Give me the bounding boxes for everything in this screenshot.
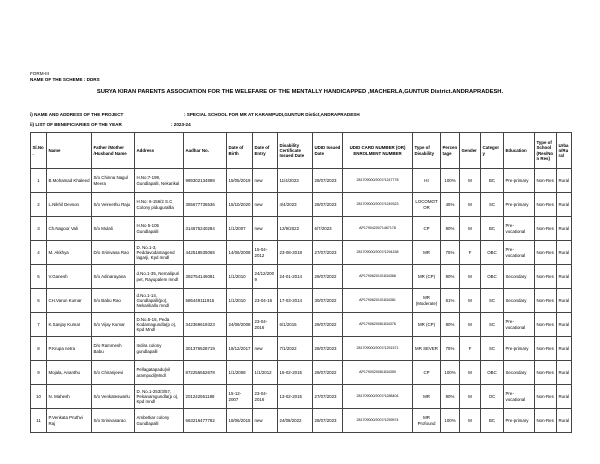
table-cell: SC <box>481 337 504 361</box>
table-cell: 4 <box>31 241 47 265</box>
scheme-name: NAME OF THE SCHEME : DDRS <box>30 77 100 82</box>
table-cell: MR Profound <box>413 409 441 433</box>
column-header: Disability Certificate Issued Date <box>278 133 313 169</box>
table-row <box>31 217 572 241</box>
list-label: ii) LIST OF BENEFICIARIES OF THE YEAR <box>30 122 122 127</box>
table-cell: 24/12/2009 <box>253 265 278 289</box>
table-cell: SC <box>481 313 504 337</box>
table-cell: Pre-primary <box>504 409 535 433</box>
table-cell: 23-04-2016 <box>253 385 278 409</box>
table-cell: new <box>253 337 278 361</box>
table-cell: 15/05/2019 <box>227 169 253 193</box>
table-cell: MR (CP) <box>413 265 441 289</box>
table-cell: 281709000/2007/1259574 <box>343 409 413 433</box>
table-cell: 872255552678 <box>184 361 227 385</box>
table-cell: 1/1/2008 <box>227 361 253 385</box>
table-cell: 45% <box>441 193 460 217</box>
table-cell: Ambetkar colony Gundlapalli <box>135 409 184 433</box>
table-cell: Rural <box>557 313 572 337</box>
table-cell: L.Nikhil Devson <box>47 193 92 217</box>
table-cell: CH.Varun Kumar <box>47 289 92 313</box>
table-cell: D/o Rammesh Babu <box>92 337 135 361</box>
table-cell: 6 <box>31 289 47 313</box>
table-cell: Non-Res <box>535 241 557 265</box>
table-cell: new <box>253 193 278 217</box>
table-cell: 281709000/2007/1249323 <box>343 193 413 217</box>
table-cell: 24/09/2008 <box>227 313 253 337</box>
table-cell: D.No.5-16, Peda Kodamagundla(p o), Kpd Mndl <box>135 313 184 337</box>
table-cell: 28/07/2023 <box>313 409 343 433</box>
table-cell: 90% <box>441 385 460 409</box>
beneficiaries-table <box>30 132 572 433</box>
table-cell: OBC <box>481 241 504 265</box>
table-cell: 28/07/2023 <box>313 169 343 193</box>
table-cell: Pre-primary <box>504 169 535 193</box>
table-cell: Pre-primary <box>504 337 535 361</box>
table-row <box>31 241 572 265</box>
column-header: UDID CARD NUMBER (OR) ENROLMENT NUMBER <box>343 133 413 169</box>
table-cell: Non-Res <box>535 265 557 289</box>
table-cell: 201242561188 <box>184 385 227 409</box>
table-cell: d.No.1-14, Gundlapalli(po), Nekarikallu mndl <box>135 289 184 313</box>
table-cell: M <box>460 361 481 385</box>
table-row <box>31 385 572 409</box>
table-cell: 17-03-2014 <box>278 289 313 313</box>
table-cell: 8 <box>31 337 47 361</box>
table-cell: M <box>460 409 481 433</box>
table-cell: Non-Res <box>535 409 557 433</box>
table-cell: 29/07/2022 <box>313 265 343 289</box>
table-cell: D/o Srinivasa Rao <box>92 241 135 265</box>
column-header: Category <box>481 133 504 169</box>
table-cell: 1/1/2010 <box>227 289 253 313</box>
table-cell: M <box>460 217 481 241</box>
table-cell: Non-Res <box>535 169 557 193</box>
document-title: SURYA KIRAN PARENTS ASSOCIATION FOR THE WELEFARE OF THE MENTALLY HANDICAPPED ,MACHERLA,GUNTUR District.ANDRAPRADESH. <box>96 89 504 95</box>
column-header: Urban/Rural <box>557 133 572 169</box>
table-cell: 5 <box>31 265 47 289</box>
table-cell: S/o Veireethu Raju <box>92 193 135 217</box>
table-cell: MR <box>413 385 441 409</box>
table-cell: 281709000/2007/1294158 <box>343 241 413 265</box>
column-header: Name <box>47 133 92 169</box>
table-cell: 342369619323 <box>184 313 227 337</box>
table-cell: 24-01-2014 <box>278 265 313 289</box>
table-cell: Indira colony gundlapalli <box>135 337 184 361</box>
column-header: Aadhar No. <box>184 133 227 169</box>
table-cell: 61% <box>441 289 460 313</box>
table-cell: BC <box>481 409 504 433</box>
table-cell: 355677736536 <box>184 193 227 217</box>
table-cell: HI <box>413 169 441 193</box>
table-cell: 11 <box>31 409 47 433</box>
table-cell: Rural <box>557 241 572 265</box>
table-cell: Rural <box>557 385 572 409</box>
table-cell: K.Sanjay Kumar <box>47 313 92 337</box>
table-cell: S/o Chinna Nagul Meera <box>92 169 135 193</box>
table-cell: AP1790820101834368 <box>343 265 413 289</box>
table-cell: MR SEVER <box>413 337 441 361</box>
table-header-row <box>31 133 572 169</box>
table-cell: OBC <box>481 361 504 385</box>
table-cell: 1/1/2012 <box>253 361 278 385</box>
table-cell: Rural <box>557 169 572 193</box>
table-cell: Rural <box>557 193 572 217</box>
table-cell: 6/1/2015 <box>278 313 313 337</box>
table-cell: Non-Res <box>535 337 557 361</box>
table-cell: 90% <box>441 217 460 241</box>
table-cell: S/o Srinivasarao <box>92 409 135 433</box>
table-cell: AP1790820101834381 <box>343 289 413 313</box>
column-header: Type of Disability <box>413 133 441 169</box>
table-cell: AP1790620081834376 <box>343 313 413 337</box>
table-cell: Non-Res <box>535 289 557 313</box>
table-cell: Ch.Nagoor Vali <box>47 217 92 241</box>
table-cell: 24/08/2022 <box>278 409 313 433</box>
table-cell: 2 <box>31 193 47 217</box>
table-cell: Non-Res <box>535 193 557 217</box>
table-cell: 23-04-16 <box>253 289 278 313</box>
table-row <box>31 337 572 361</box>
table-cell: 90% <box>441 265 460 289</box>
table-cell: 1 <box>31 169 47 193</box>
table-cell: MR (Moderate) <box>413 289 441 313</box>
table-cell: 314675240284 <box>184 217 227 241</box>
list-value: : 2023-24 <box>171 122 191 127</box>
table-cell: F <box>460 241 481 265</box>
list-line <box>30 122 191 127</box>
table-cell: 1/1/2007 <box>227 217 253 241</box>
column-header: Father /Mother /Husband Name <box>92 133 135 169</box>
table-cell: 11/4/2023 <box>278 169 313 193</box>
table-cell: MR <box>413 241 441 265</box>
table-cell: P.Venkata Pruthvi Raj <box>47 409 92 433</box>
table-cell: 14/06/2008 <box>227 241 253 265</box>
table-cell: D. No.1-3, Peddavodamagend lagarji, Kpd mndl <box>135 241 184 265</box>
table-cell: D. No.1-253/3/57, Pekanamgundla(p o), Kpd mndl <box>135 385 184 409</box>
column-header: Percentage <box>441 133 460 169</box>
table-cell: Pellagatapadu(vil arampudi)Mndl <box>135 361 184 385</box>
table-row <box>31 265 572 289</box>
table-cell: Secondary <box>504 361 535 385</box>
table-cell: 15-04-2012 <box>253 241 278 265</box>
project-line <box>30 112 360 117</box>
table-cell: 18/12/2017 <box>227 337 253 361</box>
table-cell: Pre-vocational <box>504 217 535 241</box>
table-cell: CP <box>413 217 441 241</box>
table-cell: M <box>460 313 481 337</box>
table-cell: 1/1/2010 <box>227 265 253 289</box>
table-cell: 586449111915 <box>184 289 227 313</box>
table-cell: 392754146081 <box>184 265 227 289</box>
table-cell: 18/06/2015 <box>227 409 253 433</box>
table-cell: Rural <box>557 289 572 313</box>
table-cell: S/o Chiranjeevi <box>92 361 135 385</box>
table-cell: Pre-vocational <box>504 241 535 265</box>
table-cell: 100% <box>441 361 460 385</box>
table-cell: F <box>460 337 481 361</box>
table-cell: BC <box>481 169 504 193</box>
table-cell: 30/07/2022 <box>313 289 343 313</box>
table-cell: Secondary <box>504 265 535 289</box>
table-cell: 663216477782 <box>184 409 227 433</box>
table-cell: M. Akkhya <box>47 241 92 265</box>
project-value: : SPECIAL SCHOOL FOR MR AT KARAMPUDI,GUNTUR Distict,ANDRAPRADESH <box>184 112 360 117</box>
table-cell: V.Ganesh <box>47 265 92 289</box>
table-cell: S/o Venkateswarlu <box>92 385 135 409</box>
table-cell: H.No 5-105 Gundlapalli <box>135 217 184 241</box>
table-cell: Rural <box>557 337 572 361</box>
table-cell: AP1790020081834359 <box>343 361 413 385</box>
table-cell: Non-Res <box>535 313 557 337</box>
table-cell: 442518535065 <box>184 241 227 265</box>
table-cell: M <box>460 193 481 217</box>
table-cell: 23-04-2016 <box>253 313 278 337</box>
column-header: Sl.No. <box>31 133 47 169</box>
table-cell: 80% <box>441 313 460 337</box>
table-cell: 12/9/2022 <box>278 217 313 241</box>
table-row <box>31 169 572 193</box>
table-cell: 27/07/2023 <box>313 385 343 409</box>
table-cell: 28/07/2023 <box>313 337 343 361</box>
table-cell: P.Krupa netra <box>47 337 92 361</box>
table-cell: 28/07/2023 <box>313 193 343 217</box>
table-cell: 15-12-2007 <box>227 385 253 409</box>
table-cell: M <box>460 289 481 313</box>
table-cell: 27/07/2023 <box>313 241 343 265</box>
table-cell: 10 <box>31 385 47 409</box>
table-cell: Rural <box>557 409 572 433</box>
table-cell: AP1790420071467178 <box>343 217 413 241</box>
table-cell: OC <box>481 385 504 409</box>
table-cell: S/o Babu Rao <box>92 289 135 313</box>
table-cell: 15/10/2020 <box>227 193 253 217</box>
table-cell: S/o Vijay Kumar <box>92 313 135 337</box>
table-cell: 281709000/2007/1288404 <box>343 385 413 409</box>
table-cell: Rural <box>557 361 572 385</box>
column-header: Gender <box>460 133 481 169</box>
table-cell: 281709000/2007/1247778 <box>343 169 413 193</box>
column-header: Education <box>504 133 535 169</box>
column-header: UDID Issued Date <box>313 133 343 169</box>
table-cell: new <box>253 409 278 433</box>
table-cell: 7 <box>31 313 47 337</box>
table-cell: 29/07/2022 <box>313 361 343 385</box>
table-cell: M <box>460 385 481 409</box>
table-cell: 23-08-2018 <box>278 241 313 265</box>
table-cell: 4/4/2023 <box>278 193 313 217</box>
form-number: FORM-III <box>30 71 49 76</box>
column-header: Date of Birth <box>227 133 253 169</box>
column-header: Date of Entry <box>253 133 278 169</box>
table-cell: OBC <box>481 265 504 289</box>
table-cell: 100% <box>441 409 460 433</box>
table-cell: CP <box>413 361 441 385</box>
table-row <box>31 193 572 217</box>
table-cell: 3 <box>31 217 47 241</box>
table-cell: 15-02-2015 <box>278 361 313 385</box>
table-cell: SC <box>481 289 504 313</box>
table-cell: N. Mahesh <box>47 385 92 409</box>
table-cell: MR (CP) <box>413 313 441 337</box>
table-cell: d.No.1-35, Nemalipuri pet, Rayupalem mndl <box>135 265 184 289</box>
table-cell: Non-Res <box>535 385 557 409</box>
table-row <box>31 289 572 313</box>
table-cell: H.No:7-199, Gundlapalli, Nekarikal <box>135 169 184 193</box>
table-cell: Rural <box>557 265 572 289</box>
table-cell: M <box>460 169 481 193</box>
table-cell: SC <box>481 193 504 217</box>
column-header: Type of School (Res/Non Res) <box>535 133 557 169</box>
table-cell: 281709000/2007/1251571 <box>343 337 413 361</box>
table-cell: Pre-primary <box>504 193 535 217</box>
table-cell: Non-Res <box>535 361 557 385</box>
table-cell: Non-Res <box>535 217 557 241</box>
table-cell: Mojala, Ananthu <box>47 361 92 385</box>
table-cell: BC <box>481 217 504 241</box>
table-cell: 301376528719 <box>184 337 227 361</box>
table-cell: 7/1/2022 <box>278 337 313 361</box>
project-label: i) NAME AND ADDRESS OF THE PROJECT <box>30 112 124 117</box>
table-cell: Rural <box>557 217 572 241</box>
table-cell: 989302134898 <box>184 169 227 193</box>
column-header: Address <box>135 133 184 169</box>
table-cell: 75% <box>441 337 460 361</box>
table-cell: 100% <box>441 169 460 193</box>
table-cell: Pre-vocational <box>504 385 535 409</box>
table-cell: S/o Adinarayana <box>92 265 135 289</box>
table-row <box>31 361 572 385</box>
table-cell: B.Mohamad Khaleed <box>47 169 92 193</box>
table-cell: LOCOMOTOR <box>413 193 441 217</box>
table-cell: M <box>460 265 481 289</box>
table-cell: 9 <box>31 361 47 385</box>
table-cell: new <box>253 217 278 241</box>
table-cell: 29/07/2022 <box>313 313 343 337</box>
table-cell: 6/7/2023 <box>313 217 343 241</box>
table-cell: 75% <box>441 241 460 265</box>
table-cell: new <box>253 169 278 193</box>
table-row <box>31 313 572 337</box>
table-row <box>31 409 572 433</box>
table-cell: H.No: 6-156/2 S.C Colony pidugurallla <box>135 193 184 217</box>
table-cell: Pre-vocational <box>504 313 535 337</box>
table-cell: 13-02-2015 <box>278 385 313 409</box>
table-cell: Secondary <box>504 289 535 313</box>
table-cell: S/o Mulali <box>92 217 135 241</box>
